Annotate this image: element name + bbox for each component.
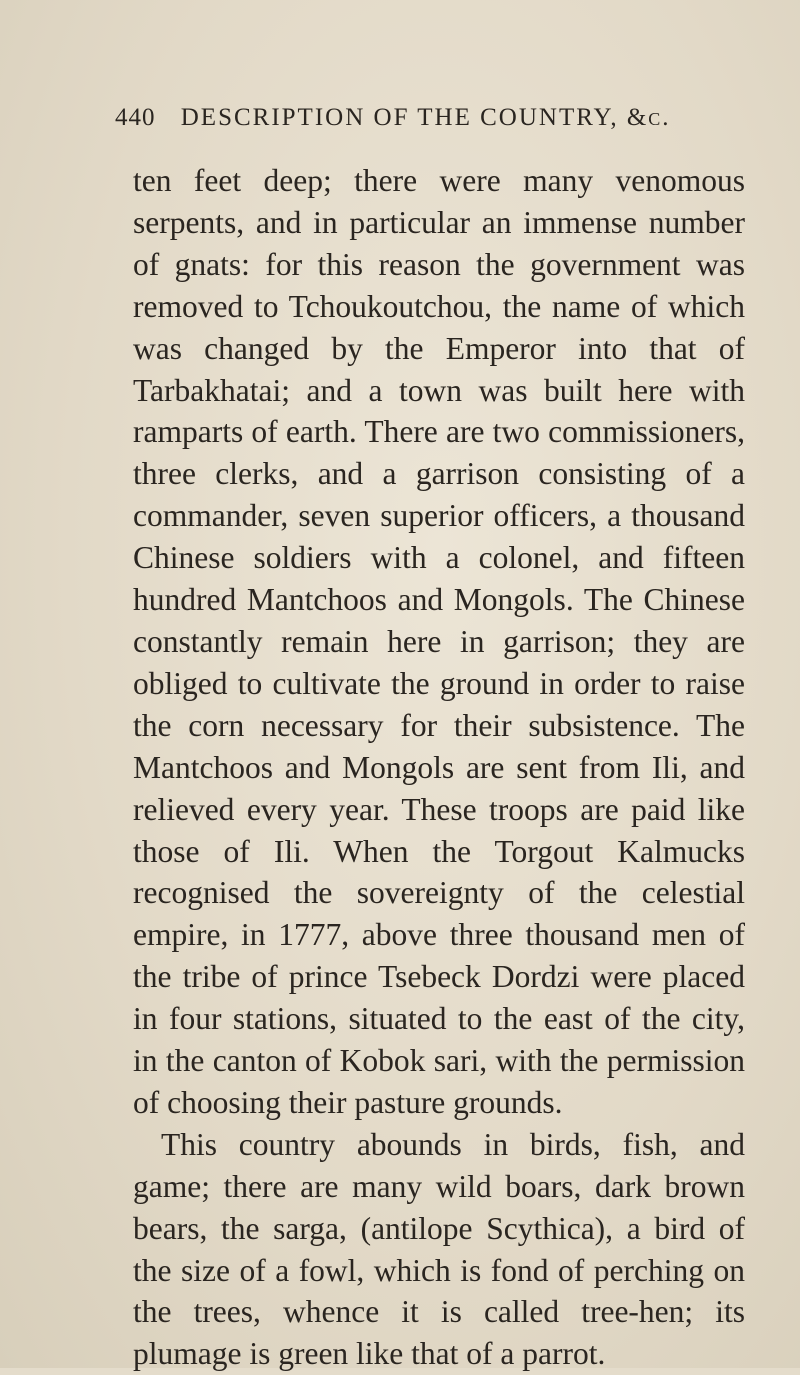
paragraph-2: This country abounds in birds, fish, and game; there are many wild boars, dark brown bears, the sarga, (antilope Scythica), a bird of the size of a fowl, which is fond of perching on the trees, whence it is called tree-hen; its plumage is green like that of a parrot.	[133, 1126, 745, 1372]
body-text	[133, 160, 745, 1375]
page-header	[115, 104, 755, 144]
page-number: 440	[115, 104, 156, 131]
running-head: DESCRIPTION OF THE COUNTRY, &c.	[180, 104, 671, 131]
paragraph-1: ten feet deep; there were many venomous serpents, and in particular an immense number of gnats: for this reason the government was removed to Tchoukoutchou, the name of which was changed by the Emperor into that of Tarbakhatai; and a town was built here with ramparts of earth. There are two commissioners, three clerks, and a garrison consisting of a commander, seven superior officers, a thousand Chinese soldiers with a colonel, and fifteen hundred Mantchoos and Mongols. The Chinese constantly remain here in garrison; they are obliged to cultivate the ground in order to raise the corn necessary for their subsistence. The Mantchoos and Mongols are sent from Ili, and relieved every year. These troops are paid like those of Ili. When the Torgout Kalmucks recognised the sovereignty of the celestial empire, in 1777, above three thousand men of the tribe of prince Tsebeck Dordzi were placed in four stations, situated to the east of the city, in the canton of Kobok sari, with the permission of choosing their pasture grounds.	[133, 163, 745, 1120]
